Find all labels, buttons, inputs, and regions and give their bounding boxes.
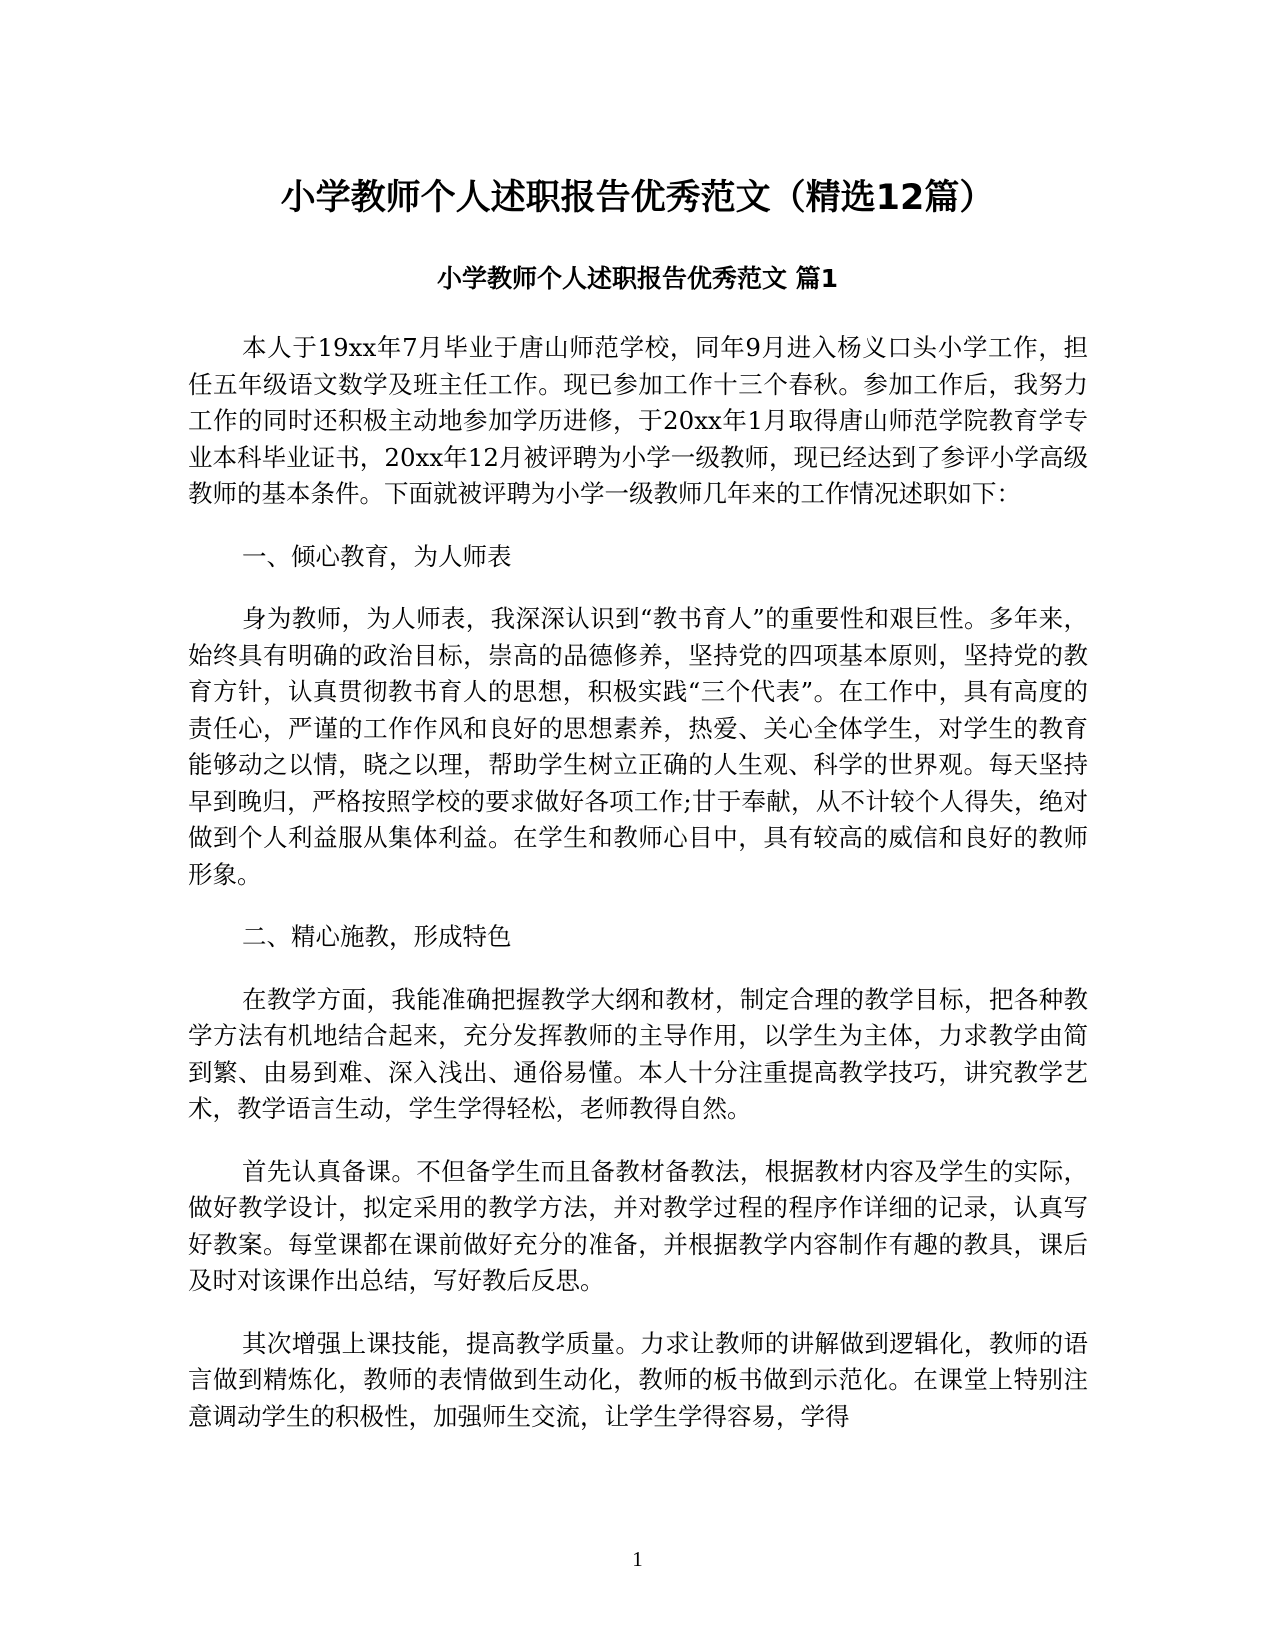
paragraph-teaching: 在教学方面，我能准确把握教学大纲和教材，制定合理的教学目标，把各种教学方法有机地结合起来，充分发挥教师的主导作用，以学生为主体，力求教学由简到繁、由易到难、深入浅出、通俗易懂。本人十分注重提高教学技巧，讲究教学艺术，教学语言生动，学生学得轻松，老师教得自然。: [188, 984, 1088, 1123]
paragraph-class-skills: 其次增强上课技能，提高教学质量。力求让教师的讲解做到逻辑化，教师的语言做到精炼化，教师的表情做到生动化，教师的板书做到示范化。在课堂上特别注意调动学生的积极性，加强师生交流，让学生学得容易，学得: [188, 1328, 1088, 1431]
document-title: 小学教师个人述职报告优秀范文（精选12篇）: [280, 178, 995, 218]
page-number: 1: [632, 1547, 643, 1571]
document-body: [188, 330, 1088, 1461]
heading-section-two: 二、精心施教，形成特色: [242, 922, 512, 951]
heading-section-one: 一、倾心教育，为人师表: [242, 541, 512, 571]
paragraph-intro: 本人于19xx年7月毕业于唐山师范学校，同年9月进入杨义口头小学工作，担任五年级语文数学及班主任工作。现已参加工作十三个春秋。参加工作后，我努力工作的同时还积极主动地参加学历进修，于20xx年1月取得唐山师范学院教育学专业本科毕业证书，20xx年12月被评聘为小学一级教师，现已经达到了参评小学高级教师的基本条件。下面就被评聘为小学一级教师几年来的工作情况述职如下：: [188, 333, 1088, 508]
paragraph-section-one: 身为教师，为人师表，我深深认识到“教书育人”的重要性和艰巨性。多年来，始终具有明确的政治目标，崇高的品德修养，坚持党的四项基本原则，坚持党的教育方针，认真贯彻教书育人的思想，积极实践“三个代表”。在工作中，具有高度的责任心，严谨的工作作风和良好的思想素养，热爱、关心全体学生，对学生的教育能够动之以情，晓之以理，帮助学生树立正确的人生观、科学的世界观。每天坚持早到晚归，严格按照学校的要求做好各项工作;甘于奉献，从不计较个人得失，绝对做到个人利益服从集体利益。在学生和教师心目中，具有较高的威信和良好的教师形象。: [188, 604, 1088, 889]
paragraph-lesson-prep: 首先认真备课。不但备学生而且备教材备教法，根据教材内容及学生的实际，做好教学设计，拟定采用的教学方法，并对教学过程的程序作详细的记录，认真写好教案。每堂课都在课前做好充分的准备，并根据教学内容制作有趣的教具，课后及时对该课作出总结，写好教后反思。: [188, 1156, 1088, 1295]
section-title: 小学教师个人述职报告优秀范文 篇1: [436, 264, 839, 293]
